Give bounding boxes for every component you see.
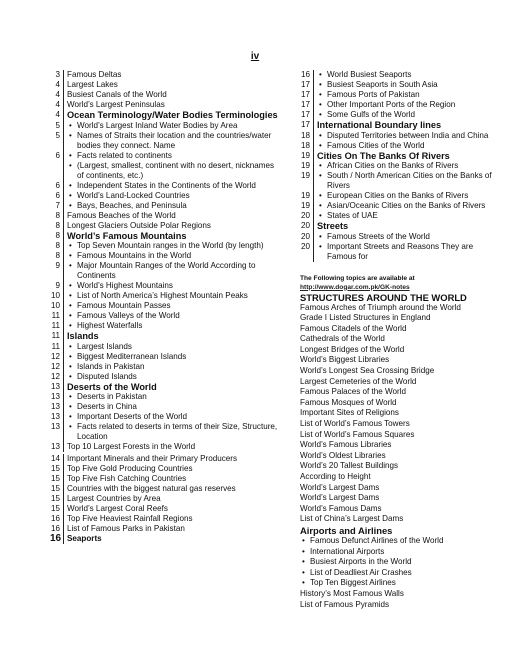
toc-page-number: 4 [55,100,60,109]
topic-entry: • Busiest Airports in the World [300,557,500,568]
topic-entry: Largest Cemeteries of the World [300,376,417,386]
toc-row [300,120,500,131]
toc-row [50,221,282,231]
toc-page-number: 12 [50,361,60,371]
toc-entry: • Disputed Territories between India and China [313,131,500,141]
toc-page-number: 8 [55,241,60,250]
toc-page-number: 17 [300,100,310,109]
toc-row [50,291,282,301]
toc-page-number: 18 [300,130,310,140]
topic-entry: World’s Largest Dams [300,482,380,492]
toc-row [300,221,500,232]
toc-entry: • Famous Valleys of the World [63,311,282,321]
toc-row [50,231,282,242]
toc-row [300,191,500,201]
toc-row [50,422,282,442]
toc-row [300,100,500,110]
toc-page-number: 13 [50,381,60,391]
toc-page-number: 11 [51,331,60,340]
toc-section-heading: International Boundary lines [313,120,500,131]
toc-page-number: 5 [55,130,60,140]
toc-page-number: 15 [50,464,60,473]
toc-page-number: 11 [51,341,60,351]
toc-entry: • Deserts in Pakistan [63,392,282,402]
toc-row [50,442,282,452]
toc-entry: • Important Streets and Reasons They are Famous for [313,242,500,262]
toc-entry: • Deserts in China [63,402,282,412]
toc-entry: • States of UAE [313,211,500,221]
toc-page-number: 19 [300,161,310,170]
toc-page-number: 14 [50,454,60,463]
toc-entry: • Bays, Beaches, and Peninsula [63,201,282,211]
toc-row [300,70,500,80]
toc-page-number: 11 [51,311,60,320]
toc-page-number: 16 [50,533,62,544]
toc-page-number: 4 [55,80,60,89]
toc-entry: Famous Beaches of the World [63,211,282,221]
toc-row [50,331,282,342]
left-toc-column [50,70,282,544]
toc-page-number: 8 [55,251,60,260]
toc-page-number: 6 [55,180,60,190]
toc-page-number: 17 [300,90,310,99]
toc-entry: World’s Largest Peninsulas [63,100,282,110]
topic-entry: According to Height [300,472,371,481]
toc-entry: Top Five Gold Producing Countries [63,464,282,474]
right-toc-column [300,70,500,610]
gk-notes-link[interactable]: http://www.dogar.com.pk/GK-notes [300,283,410,291]
toc-entry: • (Largest, smallest, continent with no desert, nicknames of continents, etc.) [63,161,282,181]
toc-row [300,80,500,90]
toc-row [300,141,500,151]
toc-row [50,494,282,504]
toc-row [50,524,282,534]
topic-entry: • List of Deadliest Air Crashes [300,568,500,579]
toc-row [50,100,282,110]
toc-entry: • Famous Mountains in the World [63,251,282,261]
toc-page-number: 20 [300,231,310,241]
toc-entry: • World Busiest Seaports [313,70,500,80]
toc-page-number: 13 [50,422,60,431]
toc-page-number: 17 [300,110,310,119]
toc-entry: Famous Deltas [63,70,282,80]
toc-entry: • Islands in Pakistan [63,362,282,372]
toc-entry: Largest Lakes [63,80,282,90]
toc-entry: • Famous Mountain Passes [63,301,282,311]
toc-row [50,464,282,474]
toc-entry: • Independent States in the Continents of the World [63,181,282,191]
toc-page-number: 10 [50,291,60,300]
availability-note: The Following topics are available at [300,274,415,282]
toc-row [50,402,282,412]
toc-section-heading: Cities On The Banks Of Rivers [313,151,500,162]
topic-entry: World’s Longest Sea Crossing Bridge [300,366,435,376]
toc-row [50,191,282,201]
toc-entry: • Some Gulfs of the World [313,110,500,120]
toc-page-number: 20 [300,211,310,220]
toc-entry: • World’s Land-Locked Countries [63,191,282,201]
topic-entry: • International Airports [300,547,500,558]
toc-page-number: 8 [55,220,60,230]
toc-entry: World’s Largest Coral Reefs [63,504,282,514]
toc-row [50,301,282,311]
topic-entry: • Famous Defunct Airlines of the World [300,536,500,547]
topic-entry: Longest Bridges of the World [300,344,405,354]
toc-page-number: 13 [50,402,60,411]
toc-row [300,211,500,221]
toc-row [300,90,500,100]
toc-entry: Important Minerals and their Primary Producers [63,454,282,464]
toc-entry: • African Cities on the Banks of Rivers [313,161,500,171]
toc-row [50,261,282,281]
toc-entry: • World’s Largest Inland Water Bodies by Area [63,121,282,131]
toc-row [50,151,282,161]
toc-row [300,242,500,262]
toc-row [50,181,282,191]
topic-heading: Airports and Airlines [300,524,393,536]
toc-entry: Largest Countries by Area [63,494,282,504]
toc-row [300,151,500,162]
toc-entry: • Biggest Mediterranean Islands [63,352,282,362]
toc-page-number: 19 [300,150,310,160]
toc-page-number: 15 [50,474,60,483]
toc-section-heading: Deserts of the World [63,382,282,393]
topic-entry: World’s Famous Dams [300,503,382,513]
toc-page-number: 7 [55,200,60,210]
toc-page-number: 19 [300,201,310,210]
toc-row [50,110,282,121]
toc-row [50,382,282,393]
toc-page-number: 15 [50,494,60,503]
toc-row [50,484,282,494]
toc-row [50,131,282,151]
topic-entry: World’s 20 Tallest Buildings [300,461,399,471]
toc-section-heading: World’s Famous Mountains [63,231,282,242]
toc-row [50,392,282,402]
toc-row [50,342,282,352]
toc-row [50,211,282,221]
topic-entry: World’s Biggest Libraries [300,355,390,365]
topic-entry: Famous Citadels of the World [300,323,407,333]
page-number: iv [250,51,260,62]
toc-page-number: 9 [55,281,60,290]
toc-page-number: 8 [55,230,60,240]
topic-entry: World’s Largest Dams [300,493,380,503]
toc-row [50,454,282,464]
topic-entry: List of Famous Pyramids [300,599,390,609]
toc-page-number: 15 [50,504,60,513]
topic-entry: Important Sites of Religions [300,408,399,418]
toc-entry: • Disputed Islands [63,372,282,382]
toc-page-number: 16 [50,524,60,533]
extra-topics-list [300,292,500,611]
topic-entry: List of World’s Famous Towers [300,419,410,429]
toc-page-number: 11 [51,321,60,330]
toc-section-heading: Islands [63,331,282,342]
toc-entry: • Asian/Oceanic Cities on the Banks of Rivers [313,201,500,211]
toc-row [50,474,282,484]
topic-entry: Famous Mosques of World [300,397,397,407]
toc-row [50,201,282,211]
toc-entry: • Major Mountain Ranges of the World According to Continents [63,261,282,281]
topic-entry: • Top Ten Biggest Airlines [300,578,500,589]
toc-entry: • Facts related to continents [63,151,282,161]
toc-page-number: 9 [55,261,60,270]
topic-heading: STRUCTURES AROUND THE WORLD [300,291,467,303]
toc-row [50,70,282,80]
topic-entry: History’s Most Famous Walls [300,588,404,598]
toc-entry: List of Famous Parks in Pakistan [63,524,282,534]
toc-row [50,241,282,251]
toc-entry: Seaports [63,534,282,544]
toc-row [300,131,500,141]
toc-row [50,311,282,321]
toc-entry: Countries with the biggest natural gas reserves [63,484,282,494]
toc-entry: • Names of Straits their location and the countries/water bodies they connect. Name [63,131,282,151]
toc-page-number: 8 [55,210,60,220]
toc-entry: Top 10 Largest Forests in the World [63,442,282,452]
topic-entry: Famous Arches of Triumph around the World [300,302,461,312]
topic-entry: Famous Palaces of the World [300,387,407,397]
topic-entry: World’s Oldest Libraries [300,450,386,460]
toc-page-number: 13 [50,392,60,401]
toc-entry: • Famous Cities of the World [313,141,500,151]
toc-section-heading: Ocean Terminology/Water Bodies Terminologies [63,110,282,121]
toc-entry: • South / North American Cities on the Banks of Rivers [313,171,500,191]
toc-entry: • Largest Islands [63,342,282,352]
toc-entry: • Highest Waterfalls [63,321,282,331]
toc-row [50,251,282,261]
toc-row [300,161,500,171]
toc-entry: • Other Important Ports of the Region [313,100,500,110]
topic-entry: List of World’s Famous Squares [300,429,415,439]
toc-page-number: 19 [300,191,310,200]
toc-section-heading: Streets [313,221,500,232]
right-toc-rows [300,70,500,262]
toc-entry: Top Five Fish Catching Countries [63,474,282,484]
toc-row [300,110,500,120]
topic-entry: World’s Famous Libraries [300,440,392,450]
toc-page-number: 3 [55,70,60,79]
toc-row [50,80,282,90]
toc-page-number: 16 [300,70,310,79]
toc-page-number: 12 [50,351,60,361]
toc-entry: • Important Deserts of the World [63,412,282,422]
toc-page-number: 5 [55,120,60,130]
toc-row [50,352,282,362]
toc-page-number: 4 [55,90,60,99]
toc-row [50,321,282,331]
toc-row [50,161,282,181]
topic-entry: Cathedrals of the World [300,334,385,344]
toc-entry: Top Five Heaviest Rainfall Regions [63,514,282,524]
toc-page-number: 20 [300,241,310,251]
toc-entry: • Famous Streets of the World [313,232,500,242]
toc-page-number: 20 [300,221,310,230]
toc-page-number: 18 [300,140,310,150]
toc-entry: • World’s Highest Mountains [63,281,282,291]
toc-page-number: 13 [50,442,60,451]
topic-entry: Grade I Listed Structures in England [300,313,431,323]
toc-entry: • List of North America’s Highest Mountain Peaks [63,291,282,301]
toc-page-number: 6 [55,190,60,200]
toc-row [50,362,282,372]
toc-row [50,504,282,514]
toc-entry: Longest Glaciers Outside Polar Regions [63,221,282,231]
toc-page-number: 10 [50,301,60,310]
topic-entry: List of China’s Largest Dams [300,514,404,524]
toc-page-number: 16 [50,514,60,523]
toc-row [300,171,500,191]
toc-entry: • Famous Ports of Pakistan [313,90,500,100]
toc-row [50,281,282,291]
toc-page-number: 17 [300,80,310,89]
toc-page-number: 15 [50,484,60,493]
toc-entry: • European Cities on the Banks of Rivers [313,191,500,201]
toc-row [300,232,500,242]
toc-row [50,372,282,382]
toc-entry: Busiest Canals of the World [63,90,282,100]
toc-row [300,201,500,211]
toc-row [50,121,282,131]
toc-page-number: 4 [55,110,60,119]
toc-row [50,534,282,544]
toc-entry: • Busiest Seaports in South Asia [313,80,500,90]
toc-page-number: 6 [55,150,60,160]
toc-row [50,90,282,100]
toc-entry: • Top Seven Mountain ranges in the World (by length) [63,241,282,251]
toc-row [50,412,282,422]
toc-page-number: 12 [50,371,60,381]
toc-page-number: 13 [50,412,60,421]
toc-page-number: 19 [300,171,310,180]
toc-entry: • Facts related to deserts in terms of their Size, Structure, Location [63,422,282,442]
toc-row [50,514,282,524]
toc-page-number: 17 [300,120,310,129]
